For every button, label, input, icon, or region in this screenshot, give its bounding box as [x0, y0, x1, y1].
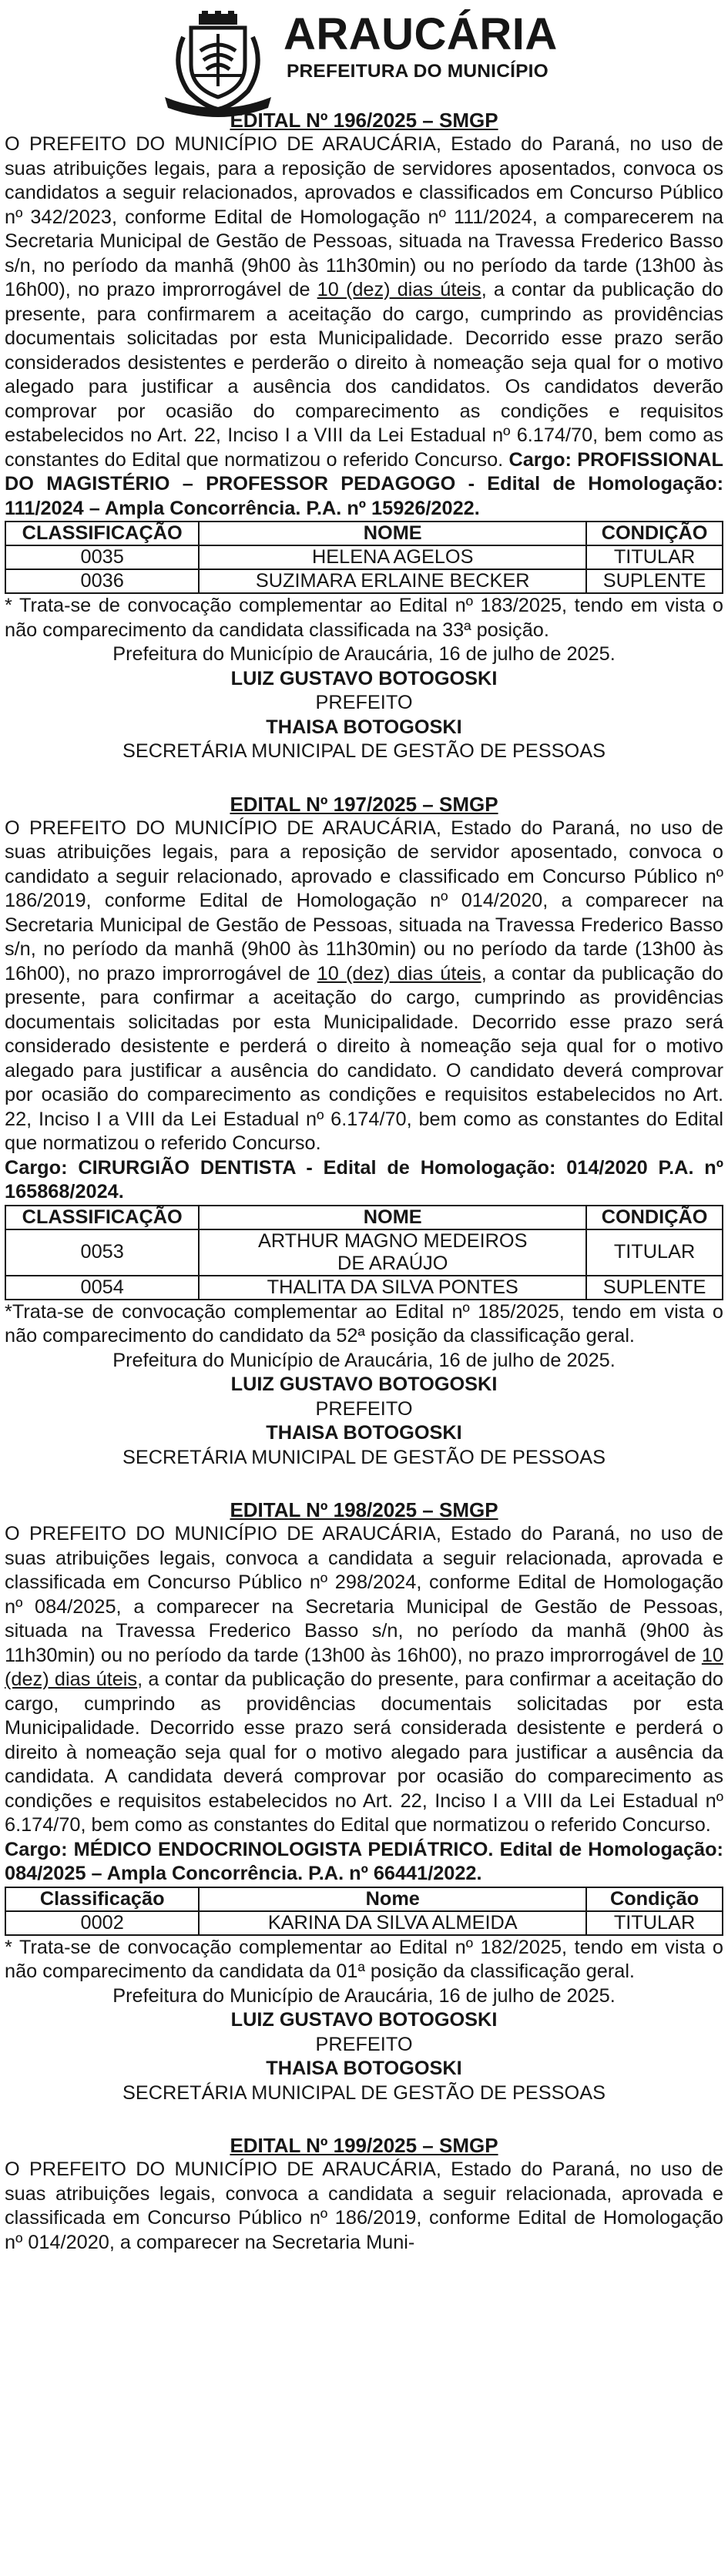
cargo-text: Cargo: CIRURGIÃO DENTISTA - Edital de Homologação: 014/2020 P.A. nº 165868/2024. [5, 1156, 723, 1202]
brand-subtitle: PREFEITURA DO MUNICÍPIO [287, 61, 549, 82]
edital-198 [5, 1498, 723, 2105]
table-header-row [5, 1206, 723, 1229]
edital-body-text: O PREFEITO DO MUNICÍPIO DE ARAUCÁRIA, Estado do Paraná, no uso de suas atribuições legais, convoca a candidata a seguir relacionada, aprovada e classificada em Concurso Público nº 298/2024, conforme Edital de Homologação nº 084/2025, a comparecer na Secretaria Municipal de Gestão de Pessoas, situada na Travessa Frederico Basso s/n, no período da manhã (9h00 às 11h30min) ou no período da tarde (13h00 às 16h00), no prazo improrrogável de [5, 1523, 723, 1666]
deadline-text: 10 (dez) dias úteis [317, 962, 481, 984]
edital-title: EDITAL Nº 198/2025 – SMGP [230, 1498, 498, 1521]
edital-body-text-continued: , a contar da publicação do presente, para confirmar a aceitação do cargo, cumprindo as providências documentais solicitadas por esta Municipalidade. Decorrido esse prazo será considerado desistente e perderá o direito à nomeação seja qual for o motivo alegado para justificar a ausência do candidato. O candidato deverá comprovar por ocasião do comparecimento as condições e requisitos estabelecidos no Art. 22, Inciso I a VIII da Lei Estadual nº 6.174/70, bem como as constantes do Edital que normatizou o referido Concurso. [5, 962, 723, 1154]
classification-cell: 0002 [5, 1911, 199, 1935]
mayor-name: LUIZ GUSTAVO BOTOGOSKI [230, 667, 498, 689]
place-date: Prefeitura do Município de Araucária, 16 de julho de 2025. [112, 1349, 616, 1371]
place-date: Prefeitura do Município de Araucária, 16 de julho de 2025. [112, 643, 616, 665]
edital-body [5, 817, 723, 1156]
edital-body-text: O PREFEITO DO MUNICÍPIO DE ARAUCÁRIA, Estado do Paraná, no uso de suas atribuições legais, para a reposição de servidor aposentado, convoca o candidato a seguir relacionado, aprovado e classificado em Concurso Público nº 186/2019, conforme Edital de Homologação nº 014/2020, a comparecer na Secretaria Municipal de Gestão de Pessoas, situada na Travessa Frederico Basso s/n, no período da manhã (9h00 às 11h30min) ou no período da tarde (13h00 às 16h00), no prazo improrrogável de [5, 817, 723, 984]
edital-199 [5, 2133, 723, 2255]
table-row [5, 1911, 723, 1935]
edital-body-text-continued: , a contar da publicação do presente, para confirmarem a aceitação do cargo, cumprindo as providências documentais solicitadas por esta Municipalidade. Decorrido esse prazo serão considerados desistentes e perderão o direito à nomeação seja qual for o motivo alegado para justificar a ausência dos candidatos. Os candidatos deverão comprovar por ocasião do comparecimento as condições e requisitos estabelecidos no Art. 22, Inciso I a VIII da Lei Estadual nº 6.174/70, bem como as constantes do Edital que normatizou o referido Concurso. [5, 279, 723, 471]
classification-cell: 0053 [5, 1229, 199, 1276]
column-header-nome: NOME [199, 1206, 586, 1229]
classification-cell: 0036 [5, 569, 199, 593]
deadline-text: 10 (dez) dias úteis [5, 1644, 723, 1690]
candidates-table [5, 521, 723, 594]
secretary-name: THAISA BOTOGOSKI [266, 716, 462, 738]
edital-197 [5, 792, 723, 1471]
mayor-role: PREFEITO [315, 1397, 413, 1420]
secretary-name: THAISA BOTOGOSKI [266, 1422, 462, 1444]
column-header-nome: Nome [199, 1887, 586, 1911]
cargo-text: Cargo: MÉDICO ENDOCRINOLOGISTA PEDIÁTRICO. Edital de Homologação: 084/2025 – Ampla Concorrência. P.A. nº 66441/2022. [5, 1838, 723, 1884]
classification-cell: 0035 [5, 545, 199, 569]
column-header-classificacao: CLASSIFICAÇÃO [5, 522, 199, 545]
mayor-name: LUIZ GUSTAVO BOTOGOSKI [230, 2009, 498, 2031]
mayor-role: PREFEITO [315, 2033, 413, 2055]
table-header-row [5, 522, 723, 545]
edital-body: O PREFEITO DO MUNICÍPIO DE ARAUCÁRIA, Estado do Paraná, no uso de suas atribuições legais, convoca a candidata a seguir relacionada, aprovada e classificada em Concurso Público nº 186/2019, conforme Edital de Homologação nº 014/2020, a comparecer na Secretaria Muni- [5, 2158, 723, 2253]
edital-title: EDITAL Nº 196/2025 – SMGP [230, 109, 498, 132]
secretary-role: SECRETÁRIA MUNICIPAL DE GESTÃO DE PESSOAS [122, 2081, 606, 2104]
edital-title: EDITAL Nº 197/2025 – SMGP [230, 792, 498, 816]
mayor-name: LUIZ GUSTAVO BOTOGOSKI [230, 1374, 498, 1395]
table-row [5, 1276, 723, 1300]
table-row [5, 569, 723, 593]
footnote: *Trata-se de convocação complementar ao Edital nº 185/2025, tendo em vista o não comparecimento do candidato da 52ª posição da classificação geral. [5, 1300, 723, 1347]
edital-title: EDITAL Nº 199/2025 – SMGP [230, 2134, 498, 2157]
name-cell: THALITA DA SILVA PONTES [199, 1276, 586, 1300]
column-header-condicao: Condição [586, 1887, 723, 1911]
name-cell: ARTHUR MAGNO MEDEIROS DE ARAÚJO [199, 1229, 586, 1276]
condition-cell: TITULAR [586, 545, 723, 569]
candidates-table [5, 1205, 723, 1300]
edital-196 [5, 108, 723, 764]
footnote: * Trata-se de convocação complementar ao Edital nº 182/2025, tendo em vista o não comparecimento da candidata da 01ª posição da classificação geral. [5, 1936, 723, 1982]
classification-cell: 0054 [5, 1276, 199, 1300]
secretary-role: SECRETÁRIA MUNICIPAL DE GESTÃO DE PESSOAS [122, 740, 606, 762]
table-row [5, 545, 723, 569]
column-header-classificacao: Classificação [5, 1887, 199, 1911]
condition-cell: SUPLENTE [586, 1276, 723, 1300]
brand-name: ARAUCÁRIA [283, 9, 558, 59]
place-date: Prefeitura do Município de Araucária, 16 de julho de 2025. [112, 1984, 616, 2007]
mayor-role: PREFEITO [315, 692, 413, 713]
edital-body-text: O PREFEITO DO MUNICÍPIO DE ARAUCÁRIA, Estado do Paraná, no uso de suas atribuições legais, para a reposição de servidores aposentados, convoca os candidatos a seguir relacionados, aprovados e classificados em Concurso Público nº 342/2023, conforme Edital de Homologação nº 111/2024, a comparecerem na Secretaria Municipal de Gestão de Pessoas, situada na Travessa Frederico Basso s/n, no período da manhã (9h00 às 11h30min) ou no período da tarde (13h00 às 16h00), no prazo improrrogável de [5, 133, 723, 300]
column-header-condicao: CONDIÇÃO [586, 522, 723, 545]
condition-cell: SUPLENTE [586, 569, 723, 593]
column-header-nome: NOME [199, 522, 586, 545]
column-header-condicao: CONDIÇÃO [586, 1206, 723, 1229]
table-header-row [5, 1887, 723, 1911]
edital-body-text-continued: , a contar da publicação do presente, para confirmar a aceitação do cargo, cumprindo as providências documentais solicitadas por esta Municipalidade. Decorrido esse prazo será considerada desistente e perderá o direito à nomeação seja qual for o motivo alegado para justificar a ausência da candidata. A candidata deverá comprovar por ocasião do comparecimento as condições e requisitos estabelecidos no Art. 22, Inciso I a VIII da Lei Estadual nº 6.174/70, bem como as constantes do Edital que normatizou o referido Concurso. [5, 1669, 723, 1836]
edital-body [5, 132, 723, 521]
name-cell: SUZIMARA ERLAINE BECKER [199, 569, 586, 593]
secretary-name: THAISA BOTOGOSKI [266, 2058, 462, 2079]
publication-column [5, 108, 723, 2255]
name-cell: KARINA DA SILVA ALMEIDA [199, 1911, 586, 1935]
cargo-text: Cargo: PROFISSIONAL DO MAGISTÉRIO – PROFESSOR PEDAGOGO - Edital de Homologação: 111/2024 – Ampla Concorrência. P.A. nº 15926/2022. [5, 448, 723, 519]
candidates-table [5, 1887, 723, 1936]
condition-cell: TITULAR [586, 1911, 723, 1935]
secretary-role: SECRETÁRIA MUNICIPAL DE GESTÃO DE PESSOAS [122, 1446, 606, 1468]
table-row [5, 1229, 723, 1276]
name-cell: HELENA AGELOS [199, 545, 586, 569]
municipal-coat-of-arms-icon [160, 11, 276, 117]
condition-cell: TITULAR [586, 1229, 723, 1276]
edital-body [5, 1522, 723, 1838]
column-header-classificacao: CLASSIFICAÇÃO [5, 1206, 199, 1229]
footnote: * Trata-se de convocação complementar ao Edital nº 183/2025, tendo em vista o não comparecimento da candidata classificada na 33ª posição. [5, 595, 723, 641]
deadline-text: 10 (dez) dias úteis [317, 279, 481, 300]
